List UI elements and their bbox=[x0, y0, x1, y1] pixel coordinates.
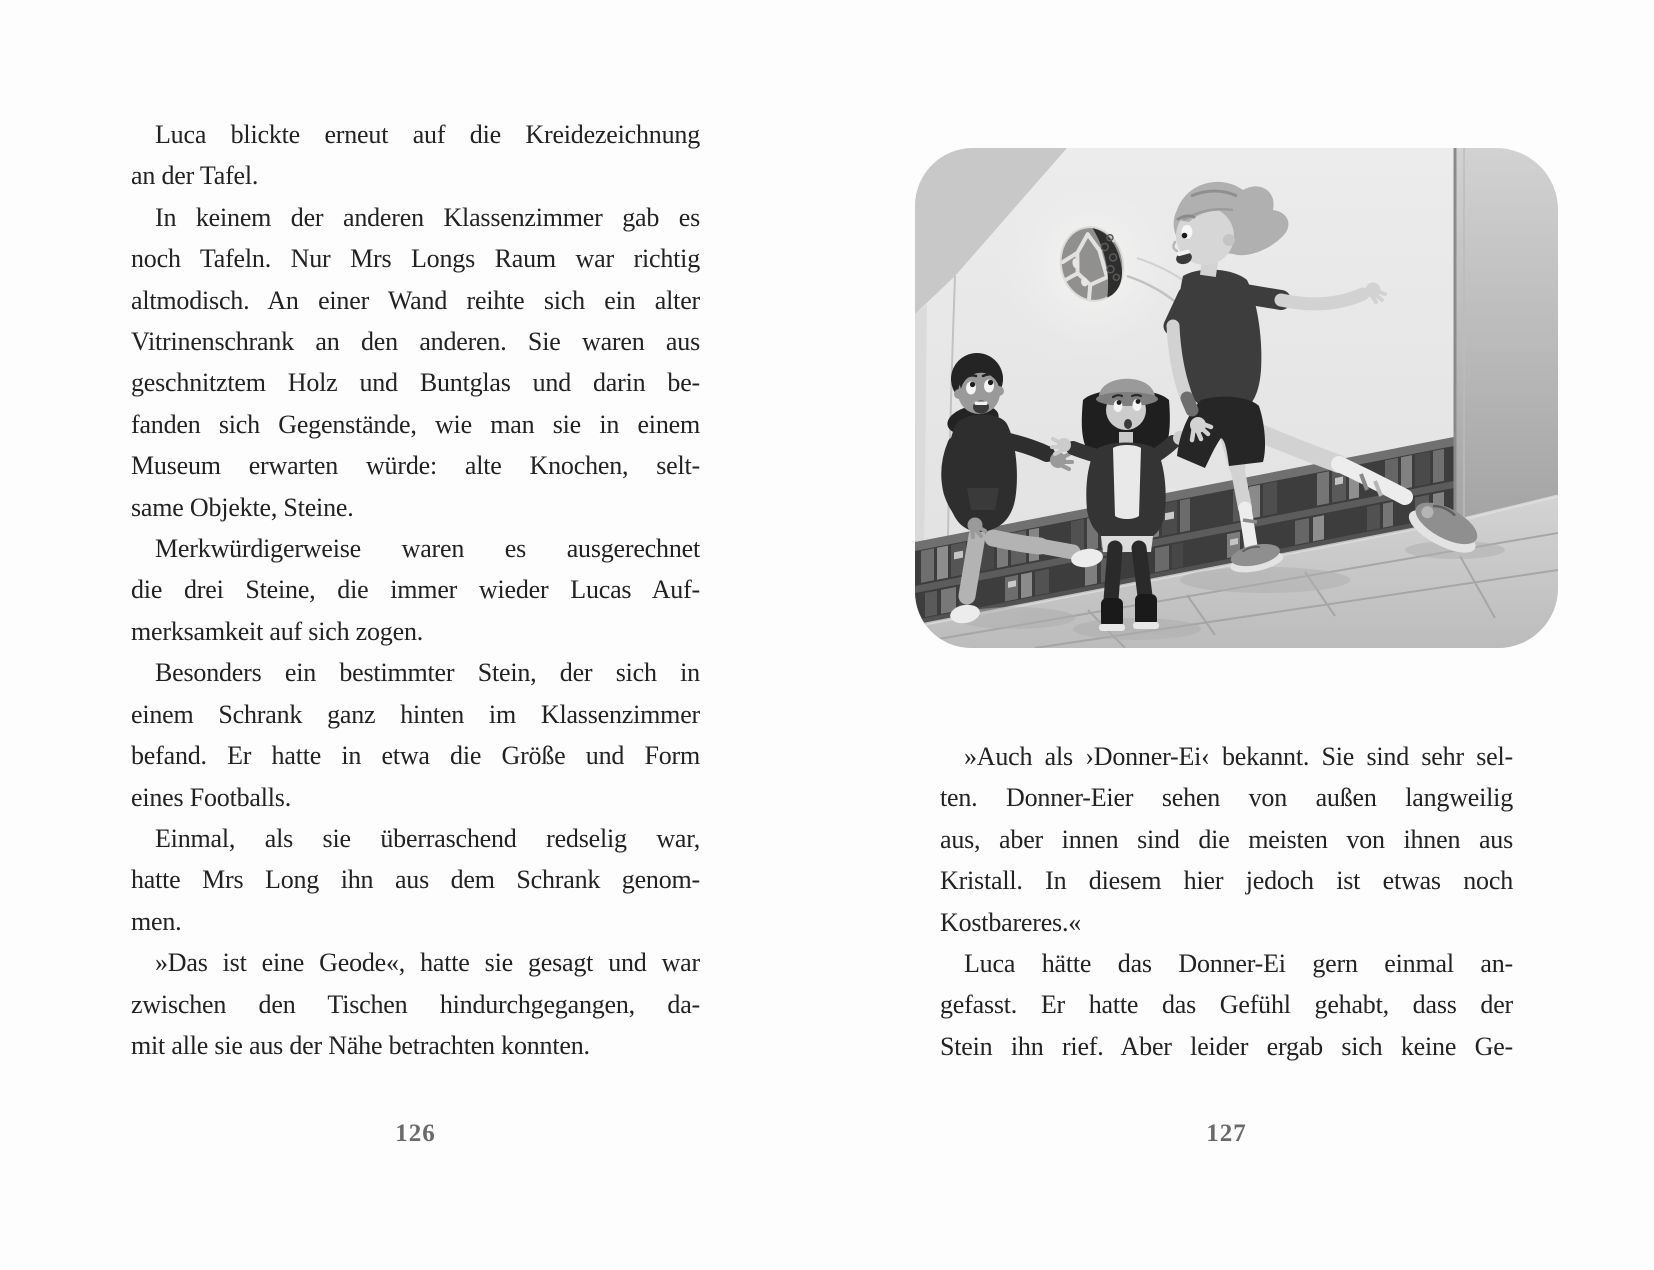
text-line: an der Tafel. bbox=[131, 161, 259, 191]
paragraph bbox=[131, 528, 700, 652]
text-line: Luca hätte das Donner-Ei gern einmal an- bbox=[964, 949, 1513, 979]
text-line: befand. Er hatte in etwa die Größe und Form bbox=[131, 741, 700, 771]
text-line: gefasst. Er hatte das Gefühl gehabt, dass der bbox=[940, 990, 1513, 1020]
text-line: altmodisch. An einer Wand reihte sich ein alter bbox=[131, 285, 700, 315]
left-page-text bbox=[131, 114, 700, 1066]
text-line: In keinem der anderen Klassenzimmer gab es bbox=[155, 202, 700, 232]
paragraph bbox=[131, 114, 700, 197]
text-line: »Das ist eine Geode«, hatte sie gesagt und war bbox=[155, 948, 700, 978]
text-line: merksamkeit auf sich zogen. bbox=[131, 616, 424, 646]
right-page-text bbox=[940, 736, 1513, 1067]
text-line: hatte Mrs Long ihn aus dem Schrank genom- bbox=[131, 865, 700, 895]
text-line: Kostbareres.« bbox=[940, 907, 1082, 937]
text-line: same Objekte, Steine. bbox=[131, 492, 354, 522]
text-line: ten. Donner-Eier sehen von außen langweilig bbox=[940, 783, 1513, 813]
text-line: Museum erwarten würde: alte Knochen, selt- bbox=[131, 451, 700, 481]
text-line: Luca blickte erneut auf die Kreidezeichnung bbox=[155, 120, 700, 149]
paragraph bbox=[131, 197, 700, 528]
text-line: Besonders ein bestimmter Stein, der sich in bbox=[155, 658, 700, 688]
text-line: mit alle sie aus der Nähe betrachten konnten. bbox=[131, 1030, 590, 1060]
paragraph bbox=[940, 943, 1513, 1067]
text-line: Einmal, als sie überraschend redselig war, bbox=[155, 823, 700, 853]
text-line: eines Footballs. bbox=[131, 782, 292, 812]
paragraph bbox=[940, 736, 1513, 943]
text-line: noch Tafeln. Nur Mrs Longs Raum war richtig bbox=[131, 244, 700, 274]
text-line: zwischen den Tischen hindurchgegangen, da- bbox=[131, 989, 700, 1019]
text-line: Stein ihn rief. Aber leider ergab sich keine Ge- bbox=[940, 1031, 1513, 1061]
text-line: fanden sich Gegenstände, wie man sie in einem bbox=[131, 409, 700, 439]
paragraph bbox=[131, 818, 700, 942]
text-line: Merkwürdigerweise waren es ausgerechnet bbox=[155, 534, 700, 564]
text-line: geschnitztem Holz und Buntglas und darin be- bbox=[131, 368, 700, 398]
page-number-label: 126 bbox=[395, 1120, 436, 1147]
book-illustration bbox=[915, 148, 1558, 648]
left-page-number bbox=[131, 1120, 700, 1148]
text-line: einem Schrank ganz hinten im Klassenzimmer bbox=[131, 699, 700, 729]
right-page-number bbox=[940, 1120, 1513, 1148]
text-line: die drei Steine, die immer wieder Lucas Auf- bbox=[131, 575, 700, 605]
text-line: men. bbox=[131, 906, 182, 936]
paragraph bbox=[131, 942, 700, 1066]
paragraph bbox=[131, 652, 700, 818]
page-number-label: 127 bbox=[1206, 1120, 1247, 1147]
text-line: Kristall. In diesem hier jedoch ist etwas noch bbox=[940, 866, 1513, 896]
text-line: aus, aber innen sind die meisten von ihnen aus bbox=[940, 824, 1513, 854]
door-panel bbox=[1455, 148, 1558, 521]
text-line: Vitrinenschrank an den anderen. Sie waren aus bbox=[131, 327, 700, 357]
text-line: »Auch als ›Donner-Ei‹ bekannt. Sie sind sehr sel- bbox=[964, 742, 1513, 771]
